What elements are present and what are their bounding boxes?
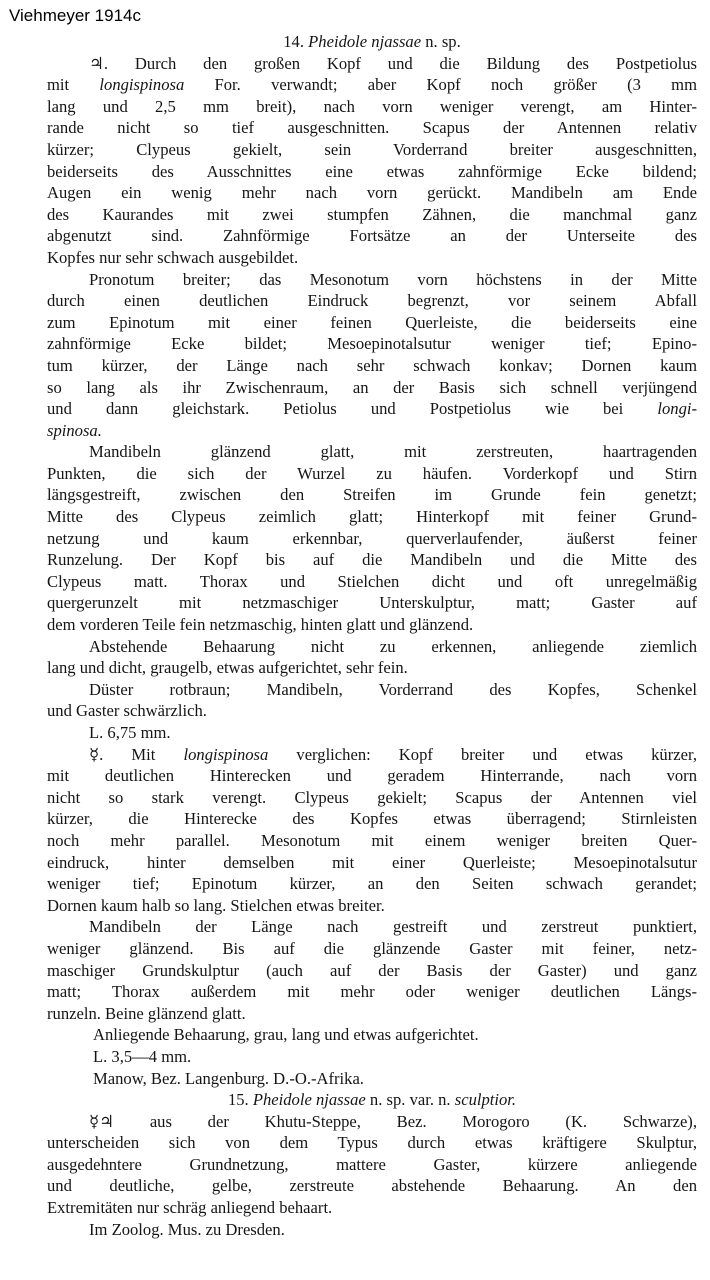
species-14-title: 14. Pheidole njassae n. sp.: [283, 32, 461, 51]
worker-size: L. 3,5—4 mm.: [93, 1046, 192, 1066]
species-15-title: 15. Pheidole njassae n. sp. var. n. sculptior.: [227, 1090, 517, 1110]
female-description: ♃. Durch den großen Kopf und die Bildung des Postpetiolus mit longispinosa For. verwandt; aber Kopf noch größer (3 mm lang und 2,5 mm breit), nach vorn weniger verengt, am Hinter- rande nicht so tief ausgeschnitten. Scapus der Antennen relativ kürzer; Clypeus gekielt, sein Vorderrand breiter ausgeschnitten, beiderseits des Ausschnittes eine etwas zahnförmige Ecke bildend; Augen ein wenig mehr nach vorn gerückt. Mandibeln am Ende des Kaurandes mit zwei stumpfen Zähnen, die manchmal ganz abgenutzt sind. Zahnförmige Fortsätze an der Unterseite des Kopfes nur sehr schwach ausgebildet. Pronotum breiter; das Mesonotum vorn höchstens in der Mitte durch einen deutlichen Eindruck begrenzt, vor seinem Abfall zum Epinotum mit einer feinen Querleiste, die beiderseits eine zahnförmige Ecke bildet; Mesoepinotalsutur weniger tief; Epino- tum kürzer, der Länge nach sehr schwach konkav; Dornen kaum so lang als ihr Zwischenraum, an der Basis sich schnell verjüngend und dann gleichstark. Petiolus und Postpetiolus wie bei longi- spinosa. Mandibeln glänzend glatt, mit zerstreuten, haartragenden Punkten, die sich der Wurzel zu häufen. Vorderkopf und Stirn längsgestreift, zwischen den Streifen im Grunde fein genetzt; Mitte des Clypeus zeimlich glatt; Hinterkopf mit feiner Grund- netzung und kaum erkennbar, querverlaufender, äußerst feiner Runzelung. Der Kopf bis auf die Mandibeln und die Mitte des Clypeus matt. Thorax und Stielchen dicht und oft unregelmäßig quergerunzelt mit netzmaschiger Unterskulptur, matt; Gaster auf dem vorderen Teile fein netzmaschig, hinten glatt und glänzend. Abstehende Behaarung nicht zu erkennen, anliegende ziemlich lang und dicht, graugelb, etwas aufgerichtet, sehr fein. Düster rotbraun; Mandibeln, Vorderrand des Kopfes, Schenkel und Gaster schwärzlich. L. 6,75 mm.: [47, 53, 698, 742]
citation-label: Viehmeyer 1914c: [9, 6, 141, 25]
variety-name: sculptior.: [454, 1090, 517, 1110]
caste-symbols: ☿♃: [89, 1111, 115, 1131]
worker-description: ☿. Mit longispinosa verglichen: Kopf breiter und etwas kürzer, mit deutlichen Hinterecken und geradem Hinterrande, nach vorn nicht so stark verengt. Clypeus gekielt; Scapus der Antennen viel kürzer, die Hinterecke des Kopfes etwas überragend; Stirnleisten noch mehr parallel. Mesonotum mit einem weniger breiten Quer- eindruck, hinter demselben mit einer Querleiste; Mesoepinotalsutur weniger tief; Epinotum kürzer, an den Seiten schwach gerandet; Dornen kaum halb so lang. Stielchen etwas breiter. Mandibeln der Länge nach gestreift und zerstreut punktiert, weniger glänzend. Bis auf die glänzende Gaster mit feiner, netz- maschiger Grundskulptur (auch auf der Basis der Gaster) und ganz matt; Thorax außerdem mit mehr oder weniger deutlichen Längs- runzeln. Beine glänzend glatt. Anliegende Behaarung, grau, lang und etwas aufgerichtet. L. 3,5—4 mm. Manow, Bez. Langenburg. D.-O.-Afrika.: [47, 744, 697, 1088]
museum-note: Im Zoolog. Mus. zu Dresden.: [89, 1219, 285, 1239]
female-symbol: ♃.: [89, 53, 109, 73]
worker-symbol: ☿.: [89, 744, 104, 764]
female-size: L. 6,75 mm.: [89, 723, 171, 742]
document-body: [47, 31, 697, 1240]
species-name: Pheidole njassae: [308, 32, 422, 51]
variety-description: ☿♃ aus der Khutu-Steppe, Bez. Morogoro (K. Schwarze), unterscheiden sich von dem Typus durch etwas kräftigere Skulptur, ausgedehntere Grundnetzung, mattere Gaster, kürzere anliegende und deutliche, gelbe, zerstreute abstehende Behaarung. An den Extremitäten nur schräg anliegend behaart. Im Zoolog. Mus. zu Dresden.: [47, 1111, 697, 1239]
species-name: Pheidole njassae: [252, 1090, 366, 1110]
locality: Manow, Bez. Langenburg. D.-O.-Afrika.: [93, 1068, 364, 1088]
